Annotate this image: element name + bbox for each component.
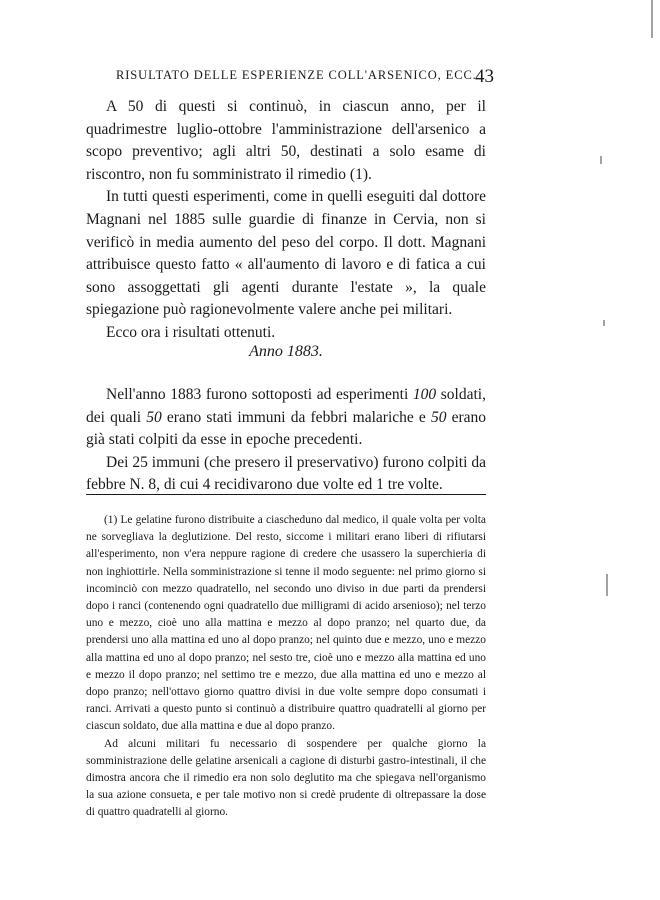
main-text-lower (86, 384, 486, 497)
paragraph-2: In tutti questi esperimenti, come in quelli eseguiti dal dottore Magnani nel 1885 sulle guardie di finanze in Cervia, non si verificò in media aumento del peso del corpo. Il dott. Magnani attribuisce questo fatto « all'aumento di lavoro e di fatica a cui sono assoggettati gli agenti durante l'estate », la quale spiegazione può ragionevolmente valere anche pei militari. (86, 188, 486, 319)
paragraph-4-text-1: Nell'anno 1883 furono sottoposti ad esperimenti (106, 386, 413, 403)
footnotes (86, 512, 486, 822)
scan-speck (600, 156, 602, 164)
paragraph-3: Ecco ora i risultati ottenuti. (106, 323, 276, 341)
footnote-1: (1) Le gelatine furono distribuite a ciascheduno dal medico, il quale volta per volta ne sorvegliava la deglutizione. Del resto, siccome i militari erano liberi di rifiutarsi all'esperimento, non v'era neppure ragione di credere che usassero la superchieria di non inghiottirle. Nella somministrazione si tenne il modo seguente: nel primo giorno si incominciò con mezzo quadratello, nel secondo uno diviso in due parti da prendersi dopo i ranci (contenendo ogni quadratello due milligrami di acido arsenioso); nel terzo uno e mezzo, cioè uno alla mattina e mezzo al dopo pranzo; nel quarto due, da prendersi uno alla mattina ed uno al dopo pranzo; nel quinto due e mezzo, uno e mezzo alla mattina ed uno al dopo pranzo; nel sesto tre, cioè uno e mezzo alla mattina ed uno e mezzo il dopo pranzo; nel settimo tre e mezzo, due alla mattina ed uno e mezzo al dopo pranzo; nell'ottavo giorno quattro divisi in due volte sempre dopo consumati i ranci. Arrivati a questo punto si continuò a distribuire quattro quadratelli al giorno per ciascun soldato, due alla mattina e due al dopo pranzo. (86, 514, 486, 733)
section-heading: Anno 1883. (249, 343, 323, 360)
paragraph-4-text-3: erano stati immuni da febbri malariche e (161, 408, 431, 426)
scan-speck (603, 320, 605, 326)
soldier-count: 100 (412, 386, 437, 403)
immune-count: 50 (146, 408, 162, 426)
footnote-divider (86, 494, 486, 495)
page-header (116, 66, 494, 90)
affected-count: 50 (430, 408, 447, 426)
page-number: 43 (475, 66, 494, 87)
paragraph-4-text-4: erano già stati colpiti da esse in epoche precedenti. (86, 408, 486, 449)
paragraph-1: A 50 di questi si continuò, in ciascun anno, per il quadrimestre luglio-ottobre l'amministrazione dell'arsenico a scopo preventivo; agli altri 50, destinati a solo esame di riscontro, non fu somministrato il rimedio (1). (86, 98, 486, 183)
paragraph-5: Dei 25 immuni (che presero il preservativo) furono colpiti da febbre N. 8, di cui 4 recidivarono due volte ed 1 tre volte. (86, 453, 486, 494)
running-title: RISULTATO DELLE ESPERIENZE COLL'ARSENICO, ECC. (116, 68, 477, 82)
scan-speck (606, 574, 608, 596)
paragraph-4-text-2: soldati, dei quali (86, 386, 486, 426)
main-text-upper (86, 96, 486, 345)
footnote-2: Ad alcuni militari fu necessario di sospendere per qualche giorno la somministrazione delle gelatine arsenicali a cagione di disturbi gastro-intestinali, il che dimostra ancora che il rimedio era non solo deglutito ma che spiegava nell'organismo la sua azione consueta, e per tale motivo non si credè prudente di oltrepassare la dose di quattro quadratelli al giorno. (86, 737, 486, 819)
scan-margin-mark (651, 0, 653, 38)
paragraph-4 (86, 384, 486, 452)
